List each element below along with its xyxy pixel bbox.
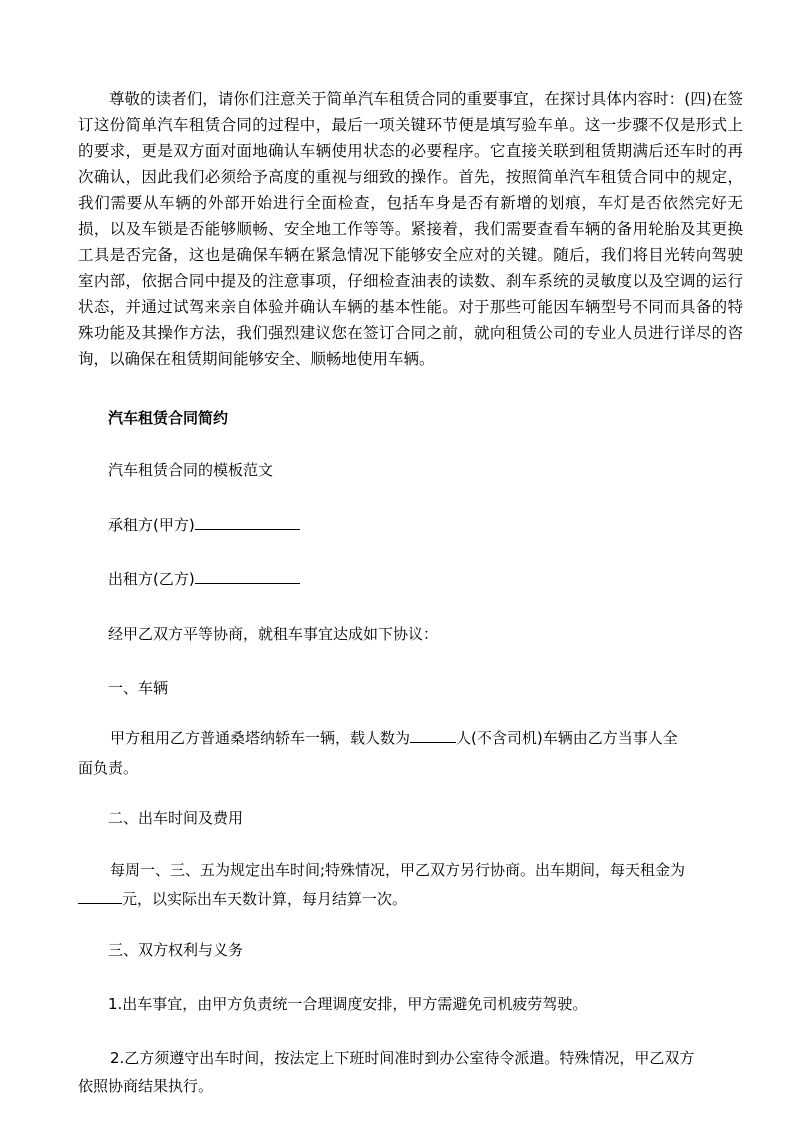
section3-title: 三、双方权利与义务 [108,941,244,959]
section3-item1: 1.出车事宜，由甲方负责统一合理调度安排，甲方需避免司机疲劳驾驶。 [108,995,588,1013]
section-heading: 汽车租赁合同简约 [108,409,229,427]
section1-text-b: 人(不含司机)车辆由乙方当事人全 [456,729,678,747]
party-b-blank [195,567,300,584]
party-b-line [108,566,300,592]
party-a-label: 承租方(甲方) [108,516,195,534]
section1-text-a: 甲方租用乙方普通桑塔纳轿车一辆，载人数为 [110,729,411,747]
section2-line2 [78,886,407,912]
section1-line1 [110,725,678,751]
party-a-line [108,512,300,538]
section3-item2-line1: 2.乙方须遵守出车时间，按法定上下班时间准时到办公室待令派遣。特殊情况，甲乙双方 [110,1049,695,1067]
section2-line1: 每周一、三、五为规定出车时间;特殊情况，甲乙双方另行协商。出车期间，每天租金为 [110,861,686,879]
agreement-intro: 经甲乙双方平等协商，就租车事宜达成如下协议： [108,625,439,643]
section2-text-b: 元，以实际出车天数计算，每月结算一次。 [122,890,408,908]
section3-item2-line2: 依照协商结果执行。 [78,1077,214,1095]
template-title: 汽车租赁合同的模板范文 [108,461,274,479]
daily-rent-blank [78,887,122,904]
passenger-count-blank [410,726,456,743]
party-b-label: 出租方(乙方) [108,570,195,588]
section1-title: 一、车辆 [108,679,169,697]
section2-title: 二、出车时间及费用 [108,809,244,827]
section1-line2: 面负责。 [78,759,139,777]
party-a-blank [195,513,300,530]
intro-paragraph: 尊敬的读者们，请你们注意关于简单汽车租赁合同的重要事宜，在探讨具体内容时：(四)在签订这份简单汽车租赁合同的过程中，最后一项关键环节便是填写验车单。这一步骤不仅是形式上的要求，更是双方面对面地确认车辆使用状态的必要程序。它直接关联到租赁期满后还车时的再次确认，因此我们必须给予高度的重视与细致的操作。首先，按照简单汽车租赁合同中的规定，我们需要从车辆的外部开始进行全面检查，包括车身是否有新增的划痕，车灯是否依然完好无损，以及车锁是否能够顺畅、安全地工作等等。紧接着，我们需要查看车辆的备用轮胎及其更换工具是否完备，这也是确保车辆在紧急情况下能够安全应对的关键。随后，我们将目光转向驾驶室内部，依据合同中提及的注意事项，仔细检查油表的读数、刹车系统的灵敏度以及空调的运行状态，并通过试驾来亲自体验并确认车辆的基本性能。对于那些可能因车辆型号不同而具备的特殊功能及其操作方法，我们强烈建议您在签订合同之前，就向租赁公司的专业人员进行详尽的咨询，以确保在租赁期间能够安全、顺畅地使用车辆。 [78,90,743,368]
